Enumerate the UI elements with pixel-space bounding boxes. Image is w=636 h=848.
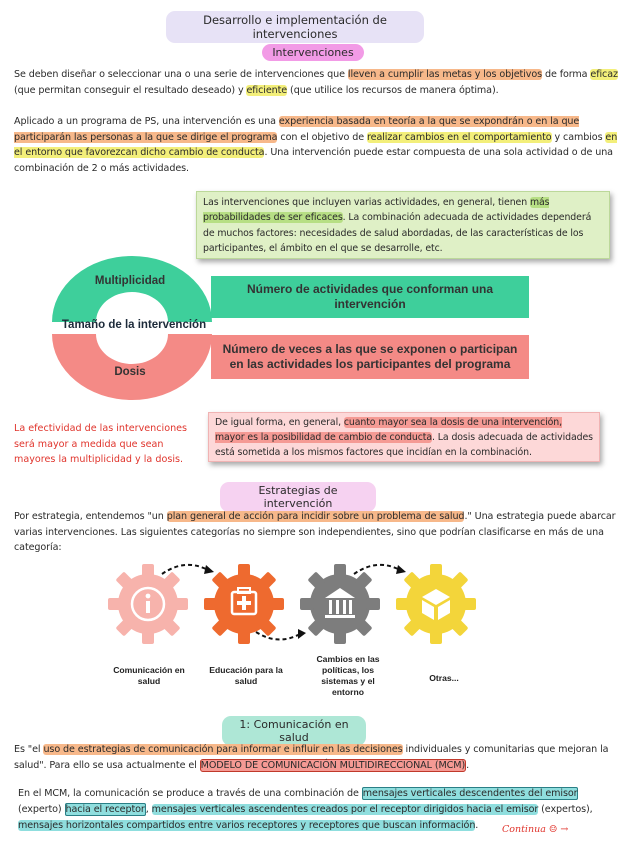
- gear-caption-others: Otras...: [429, 673, 459, 683]
- info-icon: [146, 594, 151, 613]
- highlight: más probabilidades de ser eficaces: [203, 197, 550, 224]
- multiplicity-label: Multiplicidad: [94, 275, 166, 287]
- highlight: mensajes horizontales compartidos entre varios receptores y receptores que buscan información: [18, 819, 476, 831]
- continue-note: Continua ☺ →: [502, 824, 569, 835]
- multiplicity-description: Número de actividades que conforman una intervención: [211, 276, 529, 318]
- paragraph-mcm: En el MCM, la comunicación se produce a través de una combinación de mensajes verticales descendentes del emisor (experto) hacia el receptor, mensajes verticales ascendentes creados por el receptor dirigidos hacia el emisor (expertos), mensajes horizontales compartidos entre varios receptores y receptores que buscan información.: [18, 788, 593, 831]
- gear-caption-communication: Comunicación en salud: [113, 665, 185, 686]
- arrow-3: [354, 565, 400, 574]
- highlight: eficaz: [590, 69, 618, 80]
- section-heading-health-communication: 1: Comunicación en salud: [222, 716, 366, 746]
- highlight: eficiente: [246, 84, 288, 96]
- policy-change-gear: [300, 564, 380, 644]
- paragraph-health-communication: Es "el uso de estrategias de comunicación para informar e influir en las decisiones individuales y comunitarias que mejoran la salud". Para ello se usa actualmente el MODELO DE COMUNICACIÓN MULTIDIRECCIONAL (MCM).: [14, 744, 609, 771]
- paragraph-interventions-design: Se deben diseñar o seleccionar una o una serie de intervenciones que lleven a cumplir las metas y los objetivos de forma eficaz (que permitan conseguir el resultado deseado) y eficiente (que utilice los recursos de manera óptima).: [14, 69, 618, 96]
- highlight: cuanto mayor sea la dosis de una intervención, mayor es la posibilidad de cambio de conducta: [215, 417, 562, 443]
- page-title: Desarrollo e implementación de intervenciones: [166, 11, 424, 43]
- note-multiple-activities: Las intervenciones que incluyen varias actividades, en general, tienen más probabilidades de ser eficaces. La combinación adecuada de actividades dependerá de muchos factores: necesidades de salud abordadas, de las características de los participantes, el ámbito en el que se desarrolle, etc.: [196, 191, 610, 259]
- dosis-label: Dosis: [114, 366, 146, 378]
- highlight: lleven a cumplir las metas y los objetivos: [347, 69, 543, 80]
- highlight: plan general de acción para incidir sobre un problema de salud: [166, 511, 465, 522]
- dosis-description: Número de veces a las que se exponen o participan en las actividades los participantes del programa: [211, 335, 529, 379]
- section-heading-interventions: Intervenciones: [262, 44, 364, 61]
- highlight: mensajes verticales descendentes del emisor: [362, 788, 578, 799]
- paragraph-strategy: Por estrategia, entendemos "un plan general de acción para incidir sobre un problema de salud." Una estrategia puede abarcar varias intervenciones. Las siguientes categorías no siempre son independientes, sino que podrían clasificarse en más de una categoría:: [14, 511, 616, 553]
- highlight: uso de estrategias de comunicación para informar e influir en las decisiones: [43, 744, 403, 755]
- effectiveness-note: La efectividad de las intervenciones será mayor a medida que sean mayores la multiplicidad y la dosis.: [14, 423, 188, 465]
- highlight: mensajes verticales ascendentes creados por el receptor dirigidos hacia el emisor: [151, 803, 539, 815]
- arrow-2: [256, 632, 300, 640]
- others-gear: [396, 564, 476, 644]
- arrow-1: [162, 565, 208, 574]
- intervention-size-label: Tamaño de la intervención: [61, 319, 207, 331]
- note-dose: De igual forma, en general, cuanto mayor sea la dosis de una intervención, mayor es la posibilidad de cambio de conducta. La dosis adecuada de actividades está sometida a los mismos factores que incidían en la combinación.: [208, 412, 600, 462]
- health-communication-gear: [108, 564, 188, 644]
- paragraph-ps-intervention: Aplicado a un programa de PS, una intervención es una experiencia basada en teoría a la que se expondrán o en la que participarán las personas a la que se dirige el programa con el objetivo de realizar cambios en el comportamiento y cambios en el entorno que favorezcan dicho cambio de conducta. Una intervención puede estar compuesta de una sola actividad o de una combinación de 2 o más actividades.: [14, 116, 618, 174]
- section-heading-strategies: Estrategias de intervención: [220, 482, 376, 512]
- highlight: MODELO DE COMUNICACIÓN MULTIDIRECCIONAL (MCM): [200, 759, 466, 771]
- health-education-gear: [204, 564, 284, 644]
- highlight: experiencia basada en teoría a la que se expondrán o en la que participarán las personas a la que se dirige el programa: [14, 116, 580, 143]
- highlight: realizar cambios en el comportamiento: [367, 131, 552, 143]
- gear-caption-policies: Cambios en las políticas, los sistemas y el entorno: [316, 654, 380, 697]
- multiplicity-half: [52, 256, 212, 322]
- gear-caption-education: Educación para la salud: [209, 665, 283, 686]
- highlight: hacia el receptor: [65, 803, 145, 815]
- highlight: en el entorno que favorezcan dicho cambio de conducta: [14, 131, 618, 158]
- strategy-gears: [100, 556, 480, 652]
